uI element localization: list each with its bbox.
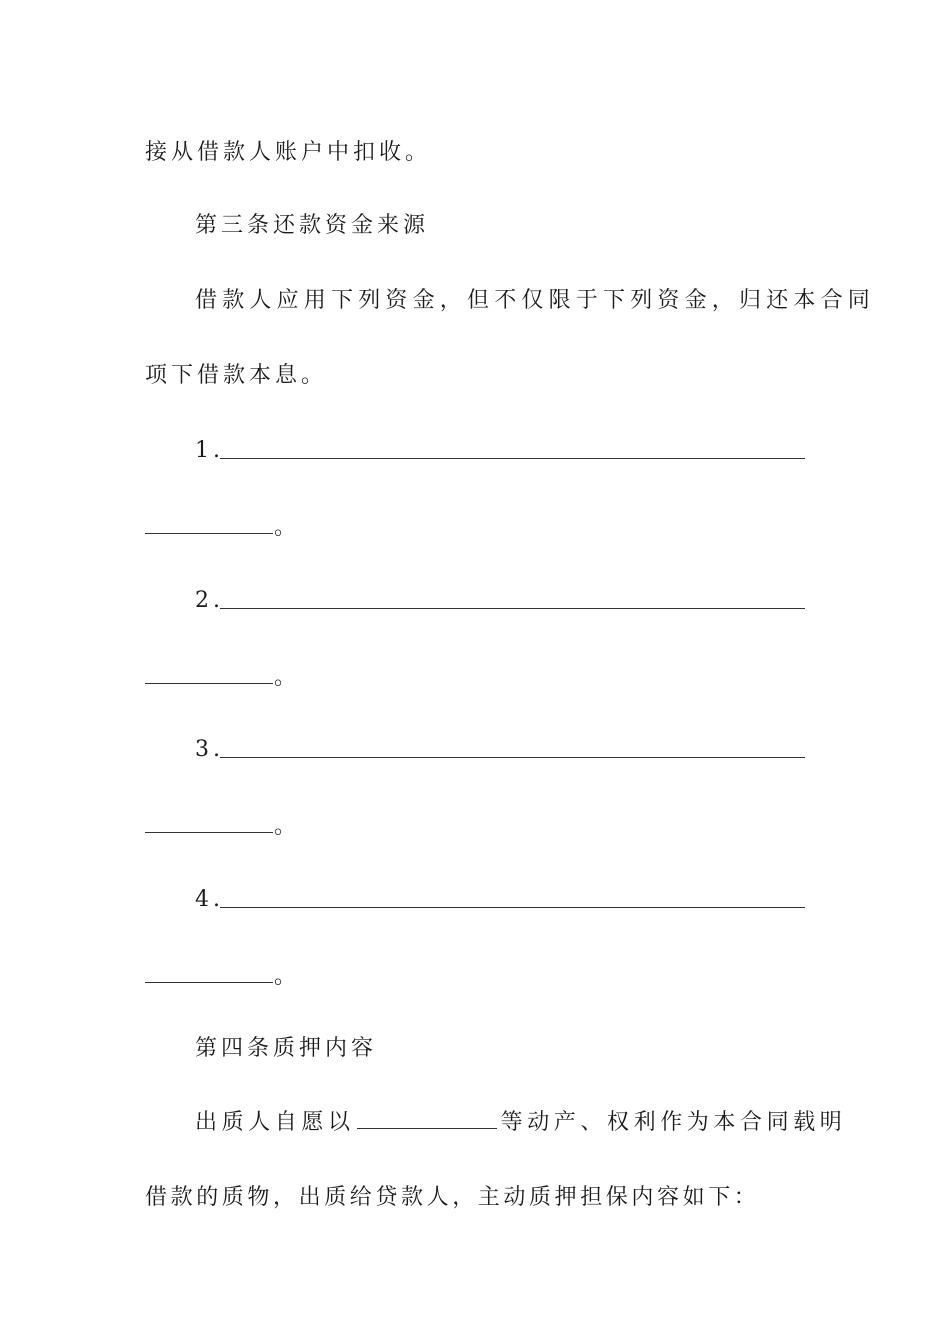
- item-1-blank-continuation[interactable]: [145, 533, 273, 534]
- article-4-body-line-2: 借款的质物，出质给贷款人，主动质押担保内容如下：: [145, 1185, 760, 1210]
- item-4-number: 4.: [195, 887, 224, 912]
- item-4-blank-continuation[interactable]: [145, 982, 273, 983]
- item-2-number: 2.: [195, 588, 224, 613]
- article-4-body-line-1: [195, 1108, 846, 1138]
- article-4-heading: 第四条质押内容: [195, 1036, 378, 1061]
- item-1-number: 1.: [195, 438, 224, 463]
- article-3-body-line-1: 借款人应用下列资金，但不仅限于下列资金，归还本合同: [195, 288, 876, 313]
- pledge-item-blank[interactable]: [357, 1128, 497, 1129]
- item-2-period: 。: [274, 665, 297, 690]
- item-2-blank-line[interactable]: [220, 608, 805, 609]
- item-2-blank-continuation[interactable]: [145, 683, 273, 684]
- item-3-blank-continuation[interactable]: [145, 832, 273, 833]
- item-3-number: 3.: [195, 737, 224, 762]
- article-3-heading: 第三条还款资金来源: [195, 213, 430, 238]
- item-4-period: 。: [274, 964, 297, 989]
- item-1-period: 。: [274, 515, 297, 540]
- item-1-blank-line[interactable]: [220, 458, 805, 459]
- item-3-blank-line[interactable]: [220, 757, 805, 758]
- article-3-body-line-2: 项下借款本息。: [145, 363, 328, 388]
- item-3-period: 。: [274, 814, 297, 839]
- article-4-body-line-1-post: 等动产、权利作为本合同载明: [500, 1110, 847, 1135]
- article-4-body-line-1-pre: 出质人自愿以: [195, 1110, 355, 1135]
- item-4-blank-line[interactable]: [220, 907, 805, 908]
- paragraph-continuation: 接从借款人账户中扣收。: [145, 140, 432, 165]
